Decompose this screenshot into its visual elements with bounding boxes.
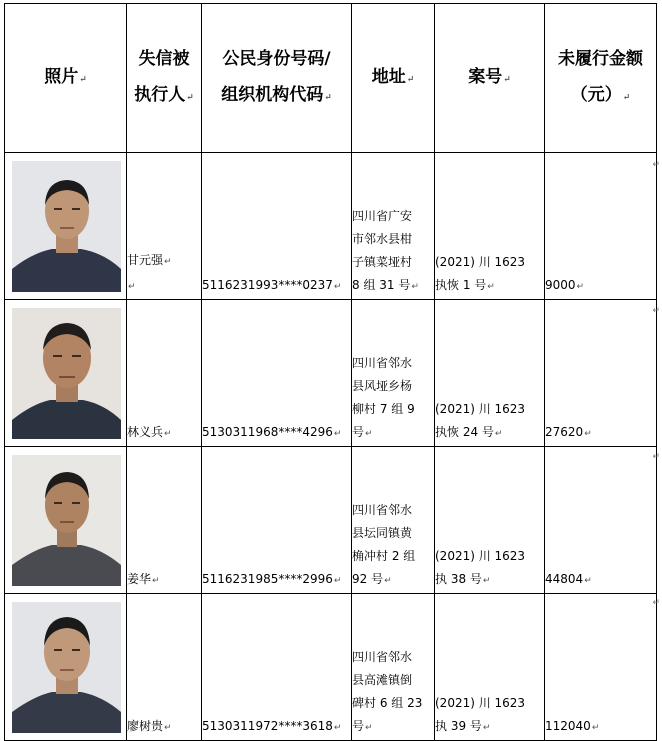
- table-row: [5, 594, 657, 741]
- case-number-cell: (2021) 川 1623 执 39 号↵: [435, 594, 545, 741]
- portrait-photo: [12, 455, 121, 586]
- amount-cell: 27620↵: [545, 300, 657, 447]
- address-cell: 四川省邻水 县坛同镇黄 桷冲村 2 组 92 号↵: [352, 447, 435, 594]
- case-number-cell: (2021) 川 1623 执恢 24 号↵: [435, 300, 545, 447]
- row-end-mark: ↵: [652, 598, 660, 608]
- id-number-cell: 5130311972****3618↵: [202, 594, 352, 741]
- table-row: [5, 447, 657, 594]
- photo-cell: [5, 594, 127, 741]
- row-end-mark: ↵: [652, 160, 660, 170]
- address-cell: 四川省广安 市邻水县柑 子镇菜垭村 8 组 31 号↵: [352, 153, 435, 300]
- address-cell: 四川省邻水 县高滩镇倒 碑村 6 组 23 号↵: [352, 594, 435, 741]
- debtor-name-cell: 甘元强↵ ↵: [127, 153, 202, 300]
- header-address: 地址↵: [352, 4, 435, 153]
- row-end-mark: ↵: [652, 452, 660, 462]
- header-debtor-name: 失信被 执行人↵: [127, 4, 202, 153]
- id-number-cell: 5130311968****4296↵: [202, 300, 352, 447]
- case-number-cell: (2021) 川 1623 执 38 号↵: [435, 447, 545, 594]
- amount-cell: 112040↵: [545, 594, 657, 741]
- photo-cell: [5, 153, 127, 300]
- debtor-table: [4, 3, 657, 741]
- table-header-row: [5, 4, 657, 153]
- amount-cell: 44804↵: [545, 447, 657, 594]
- debtor-name-cell: 廖树贵↵: [127, 594, 202, 741]
- photo-cell: [5, 300, 127, 447]
- table-row: [5, 153, 657, 300]
- id-number-cell: 5116231993****0237↵: [202, 153, 352, 300]
- header-unpaid-amount: 未履行金额 （元）↵: [545, 4, 657, 153]
- portrait-photo: [12, 602, 121, 733]
- address-cell: 四川省邻水 县风垭乡杨 柳村 7 组 9 号↵: [352, 300, 435, 447]
- table-row: [5, 300, 657, 447]
- row-end-mark: ↵: [652, 306, 660, 316]
- portrait-photo: [12, 308, 121, 439]
- photo-cell: [5, 447, 127, 594]
- debtor-name-cell: 姜华↵: [127, 447, 202, 594]
- debtor-name-cell: 林义兵↵: [127, 300, 202, 447]
- header-id-number: 公民身份号码/ 组织机构代码↵: [202, 4, 352, 153]
- header-case-number: 案号↵: [435, 4, 545, 153]
- amount-cell: 9000↵: [545, 153, 657, 300]
- id-number-cell: 5116231985****2996↵: [202, 447, 352, 594]
- header-photo: 照片↵: [5, 4, 127, 153]
- portrait-photo: [12, 161, 121, 292]
- case-number-cell: (2021) 川 1623 执恢 1 号↵: [435, 153, 545, 300]
